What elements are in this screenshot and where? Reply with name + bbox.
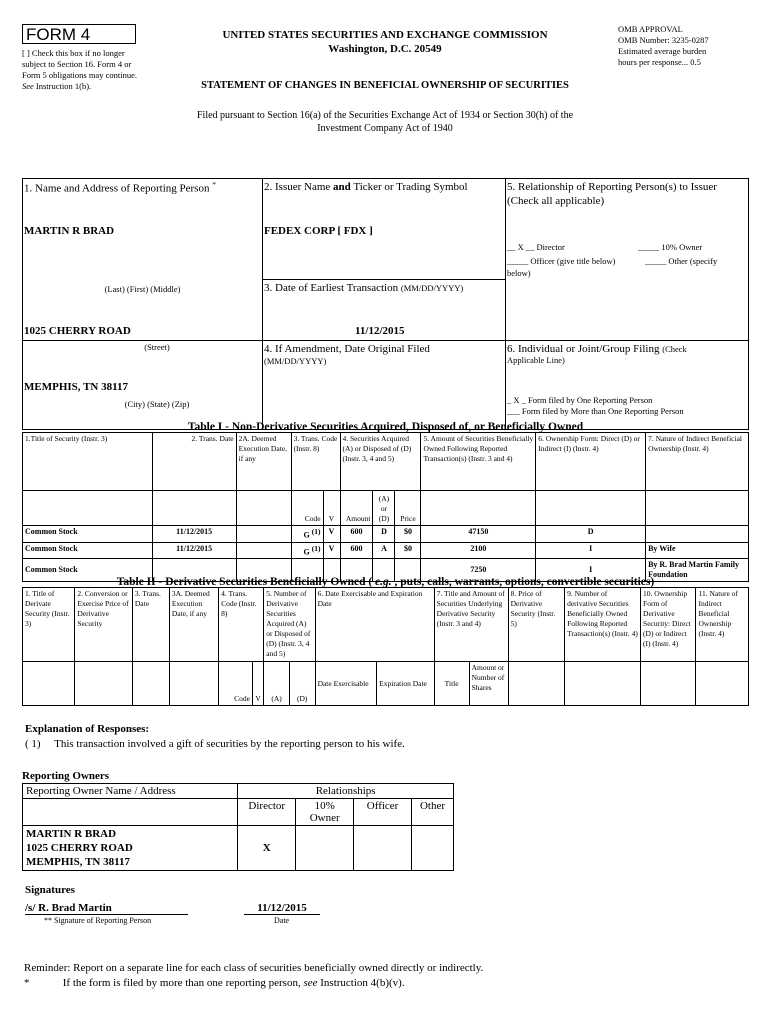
t2-sub-a: (A) — [264, 662, 290, 706]
check-note-text: [ ] Check this box if no longer subject to Section 16. Form 4 or Form 5 obligations may continue. — [22, 48, 137, 80]
t1-r0-code-text: G — [303, 530, 310, 540]
t1-r1-ad: A — [373, 542, 395, 559]
t1-r0-date: 11/12/2015 — [152, 526, 236, 543]
t1-r1-nature: By Wife — [646, 542, 749, 559]
table-row — [23, 526, 749, 543]
t1-h7: 6. Ownership Form: Direct (D) or Indirect (I) (Instr. 4) — [536, 433, 646, 491]
owners-col-officer: Officer — [354, 799, 412, 826]
footnote-ref: (1) — [311, 527, 321, 536]
footnote-ref: (1) — [311, 543, 321, 553]
t2-h10: 9. Number of derivative Securities Beneficially Owned Following Reported Transaction(s) (Instr. 4) — [565, 588, 641, 662]
box5-label — [507, 180, 747, 208]
table-row — [23, 542, 749, 559]
omb-approval-title: OMB APPROVAL — [618, 24, 683, 34]
table1 — [22, 432, 749, 582]
street-caption: (Street) — [144, 342, 170, 352]
table2-title-eg: e.g. — [375, 576, 392, 588]
reminder-line-2 — [24, 976, 483, 991]
t1-h3: 2A. Deemed Execution Date, if any — [236, 433, 291, 491]
t1-r1-date: 11/12/2015 — [152, 542, 236, 559]
omb-burden: Estimated average burden — [618, 46, 707, 56]
t1-r2-nature: By R. Brad Martin Family Foundation — [646, 559, 749, 582]
explanation-heading: Explanation of Responses: — [25, 723, 150, 735]
box4-label: 4. If Amendment, Date Original Filed — [264, 343, 430, 355]
t1-sub-amount: Amount — [340, 491, 373, 526]
reminder-line-2-see: see — [303, 977, 318, 989]
omb-number: OMB Number: 3235-0287 — [618, 35, 709, 45]
t1-r2-form: I — [536, 559, 646, 582]
box2-label-pre: 2. Issuer Name — [264, 181, 331, 193]
omb-hours: hours per response... 0.5 — [618, 57, 701, 67]
t1-h4: 3. Trans. Code (Instr. 8) — [291, 433, 340, 491]
t1-r0-nature — [646, 526, 749, 543]
box6-check: (Check — [662, 344, 687, 354]
filed-pursuant — [150, 109, 620, 135]
t2-h8: 7. Title and Amount of Securities Underlying Derivative Security (Instr. 3 and 4) — [434, 588, 508, 662]
t1-r0-v: V — [323, 526, 340, 543]
statement-title: STATEMENT OF CHANGES IN BENEFICIAL OWNERSHIP OF SECURITIES — [201, 80, 569, 91]
owners-col-name: Reporting Owner Name / Address — [23, 784, 238, 799]
rel-director: __ X __ Director — [507, 242, 565, 252]
t1-r0-price: $0 — [395, 526, 421, 543]
filed-line-1: Filed pursuant to Section 16(a) of the Securities Exchange Act of 1934 or Section 30(h) of the — [196, 110, 574, 121]
t1-r0-code — [291, 526, 323, 543]
filing-more-persons: ___ Form filed by More than One Reporting Person — [507, 406, 684, 416]
t1-r1-price: $0 — [395, 542, 421, 559]
signature-caption: ** Signature of Reporting Person — [44, 916, 152, 925]
t1-r1-code — [291, 542, 323, 559]
filing-one-person: _ X _ Form filed by One Reporting Person — [507, 395, 653, 405]
explanation-note-1: ( 1) This transaction involved a gift of securities by the reporting person to his wife. — [25, 738, 405, 750]
t2-h6: 5. Number of Derivative Securities Acquired (A) or Disposed of (D) (Instr. 3, 4 and 5) — [264, 588, 315, 662]
signature: /s/ R. Brad Martin — [25, 902, 188, 915]
t1-r1-form: I — [536, 542, 646, 559]
owner-director-mark: X — [238, 826, 296, 871]
t1-h8: 7. Nature of Indirect Beneficial Ownership (Instr. 4) — [646, 433, 749, 491]
form-title: FORM 4 — [22, 24, 136, 44]
t1-h5: 4. Securities Acquired (A) or Disposed of (D) (Instr. 3, 4 and 5) — [340, 433, 421, 491]
city-caption: (City) (State) (Zip) — [124, 399, 190, 409]
owner-line-3: MEMPHIS, TN 38117 — [26, 856, 131, 868]
reporting-owners-table — [22, 783, 454, 871]
t1-r0-ad: D — [373, 526, 395, 543]
t2-sub-amount: Amount or Number of Shares — [469, 662, 508, 706]
reminder — [24, 961, 483, 991]
box2-label-and: and — [333, 181, 351, 193]
box1-mark: * — [212, 180, 216, 189]
box2-label-post: Ticker or Trading Symbol — [353, 181, 468, 193]
omb-approval — [618, 24, 758, 68]
rel-ten-percent: _____ 10% Owner — [638, 242, 703, 252]
t1-sub-code: Code — [291, 491, 323, 526]
t1-r1-code-text: G — [303, 547, 310, 557]
t1-r1-amount: 600 — [340, 542, 373, 559]
name-caption: (Last) (First) (Middle) — [104, 284, 181, 294]
issuer-name: FEDEX CORP [ FDX ] — [264, 225, 373, 237]
earliest-date: 11/12/2015 — [355, 325, 405, 337]
t1-sub-price: Price — [395, 491, 421, 526]
box4-format: (MM/DD/YYYY) — [264, 356, 327, 366]
agency-header — [190, 28, 580, 56]
t2-sub-code: Code — [219, 662, 253, 706]
t2-sub-exercisable: Date Exercisable — [315, 662, 377, 706]
rel-other: _____ Other (specify — [645, 256, 718, 266]
agency-name: UNITED STATES SECURITIES AND EXCHANGE COMMISSION — [222, 29, 548, 41]
box6-label-text: 6. Individual or Joint/Group Filing — [507, 343, 660, 355]
box3-format: (MM/DD/YYYY) — [400, 283, 464, 293]
check-note-instr: Instruction 1(b). — [35, 81, 92, 91]
t2-h1: 1. Title of Derivate Security (Instr. 3) — [23, 588, 75, 662]
table2-title-post: , puts, calls, warrants, options, convertible securities) — [394, 576, 655, 588]
reminder-line-2-pre: If the form is filed by more than one reporting person, — [62, 977, 301, 989]
box6-label — [507, 342, 747, 356]
box3-label-text: 3. Date of Earliest Transaction — [264, 282, 399, 294]
rel-officer: _____ Officer (give title below) — [507, 256, 616, 266]
t1-r0-title: Common Stock — [23, 526, 153, 543]
table2 — [22, 587, 749, 706]
owner-address — [23, 826, 238, 871]
owner-line-2: 1025 CHERRY ROAD — [26, 842, 133, 854]
agency-location: Washington, D.C. 20549 — [328, 43, 442, 55]
date-caption: Date — [274, 916, 290, 925]
t1-r1-v: V — [323, 542, 340, 559]
t1-sub-v: V — [323, 491, 340, 526]
box6-check-2: Applicable Line) — [507, 355, 565, 365]
t2-h11: 10. Ownership Form of Derivative Security: Direct (D) or Indirect (I) (Instr. 4) — [641, 588, 696, 662]
t2-sub-v: V — [252, 662, 263, 706]
owners-col-other: Other — [412, 799, 454, 826]
rel-below: below) — [507, 268, 531, 278]
t1-r1-title: Common Stock — [23, 542, 153, 559]
t2-h2: 2. Conversion or Exercise Price of Derivative Security — [75, 588, 133, 662]
box5-label-text: 5. Relationship of Reporting Person(s) to Issuer — [507, 181, 717, 193]
t2-sub-expiration: Expiration Date — [377, 662, 435, 706]
street-divider — [22, 340, 263, 341]
table1-title: Table I - Non-Derivative Securities Acquired, Disposed of, or Beneficially Owned — [187, 421, 584, 433]
t2-h4: 3A. Deemed Execution Date, if any — [169, 588, 218, 662]
t1-r2-owned: 7250 — [421, 559, 536, 582]
t1-r0-owned: 47150 — [421, 526, 536, 543]
owner-line-1: MARTIN R BRAD — [26, 828, 117, 840]
filed-line-2: Investment Company Act of 1940 — [317, 123, 453, 134]
t2-h9: 8. Price of Derivative Security (Instr. 5) — [508, 588, 564, 662]
reporter-city: MEMPHIS, TN 38117 — [24, 381, 129, 393]
signatures-heading: Signatures — [25, 884, 75, 896]
reporter-name: MARTIN R BRAD — [24, 225, 115, 237]
box5-sub: (Check all applicable) — [507, 195, 605, 207]
t2-h3: 3. Trans. Date — [132, 588, 169, 662]
box3-label — [264, 281, 463, 295]
t1-r1-owned: 2100 — [421, 542, 536, 559]
t2-h7: 6. Date Exercisable and Expiration Date — [315, 588, 434, 662]
reminder-line-1: Reminder: Report on a separate line for each class of securities beneficially owned directly or indirectly. — [24, 962, 484, 974]
t2-sub-title: Title — [434, 662, 469, 706]
check-box-note — [22, 48, 150, 92]
t2-h12: 11. Nature of Indirect Beneficial Ownership (Instr. 4) — [696, 588, 749, 662]
reminder-star: * — [24, 977, 30, 989]
table-row — [23, 826, 454, 871]
reporting-owners-heading: Reporting Owners — [22, 770, 110, 782]
t1-r2-title: Common Stock — [23, 559, 153, 582]
reminder-line-2-post: Instruction 4(b)(v). — [320, 977, 405, 989]
t2-sub-d: (D) — [289, 662, 315, 706]
t1-r0-amount: 600 — [340, 526, 373, 543]
t1-r0-form: D — [536, 526, 646, 543]
t2-h5: 4. Trans. Code (Instr. 8) — [219, 588, 264, 662]
t1-h1: 1.Title of Security (Instr. 3) — [23, 433, 153, 491]
owners-col-director: Director — [238, 799, 296, 826]
box1-label — [24, 180, 216, 196]
t1-h2: 2. Trans. Date — [152, 433, 236, 491]
box2-label — [264, 180, 468, 194]
table2-title-pre: Table II - Derivative Securities Beneficially Owned ( — [116, 576, 373, 588]
box1-label-text: 1. Name and Address of Reporting Person — [24, 182, 210, 195]
owners-col-rel: Relationships — [238, 784, 454, 799]
owners-col-ten: 10% Owner — [296, 799, 354, 826]
check-note-see: See — [22, 81, 34, 91]
t1-h6: 5. Amount of Securities Beneficially Owned Following Reported Transaction(s) (Instr. 3 and 4) — [421, 433, 536, 491]
t1-sub-aord: (A) or (D) — [373, 491, 395, 526]
reporter-street: 1025 CHERRY ROAD — [24, 325, 131, 337]
signature-date: 11/12/2015 — [244, 902, 320, 915]
